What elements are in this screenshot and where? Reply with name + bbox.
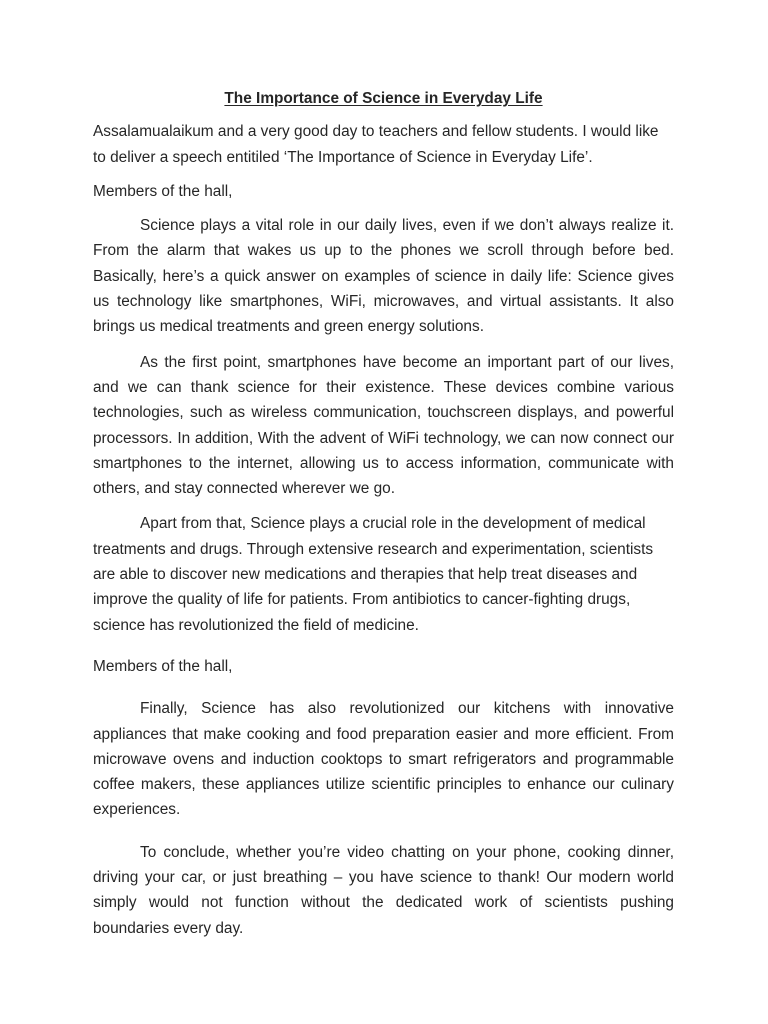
smartphones-paragraph: As the first point, smartphones have become an important part of our lives, and we can thank science for their existence. These devices combine various technologies, such as wireless communication, touchscreen displays, and powerful processors. In addition, With the advent of WiFi technology, we can now connect our smartphones to the internet, allowing us to access information, communicate with others, and stay connected wherever we go. (93, 353, 674, 498)
members-of-hall-2: Members of the hall, (93, 657, 233, 675)
intro-paragraph: Science plays a vital role in our daily lives, even if we don’t always realize it. From the alarm that wakes us up to the phones we scroll through before bed. Basically, here’s a quick answer on examples of science in daily life: Science gives us technology like smartphones, WiFi, microwaves, and virtual assistants. It also brings us medical treatments and green energy solutions. (93, 217, 674, 336)
greeting-paragraph: Assalamualaikum and a very good day to teachers and fellow students. I would like to deliver a speech entitiled ‘The Importance of Science in Everyday Life’. (93, 123, 659, 166)
kitchen-paragraph: Finally, Science has also revolutionized our kitchens with innovative appliances that make cooking and food preparation easier and more efficient. From microwave ovens and induction cooktops to smart refrigerators and programmable coffee makers, these appliances utilize scientific principles to enhance our culinary experiences. (93, 700, 674, 819)
medicine-paragraph: Apart from that, Science plays a crucial role in the development of medical treatments and drugs. Through extensive research and experimentation, scientists are able to discover new medications and therapies that help treat diseases and improve the quality of life for patients. From antibiotics to cancer-fighting drugs, science has revolutionized the field of medicine. (93, 515, 654, 634)
conclusion-paragraph: To conclude, whether you’re video chatting on your phone, cooking dinner, driving your car, or just breathing – you have science to thank! Our modern world simply would not function without the dedicated work of scientists pushing boundaries every day. (93, 843, 674, 937)
members-of-hall-1: Members of the hall, (93, 182, 233, 200)
document-title: The Importance of Science in Everyday Life (224, 90, 543, 107)
